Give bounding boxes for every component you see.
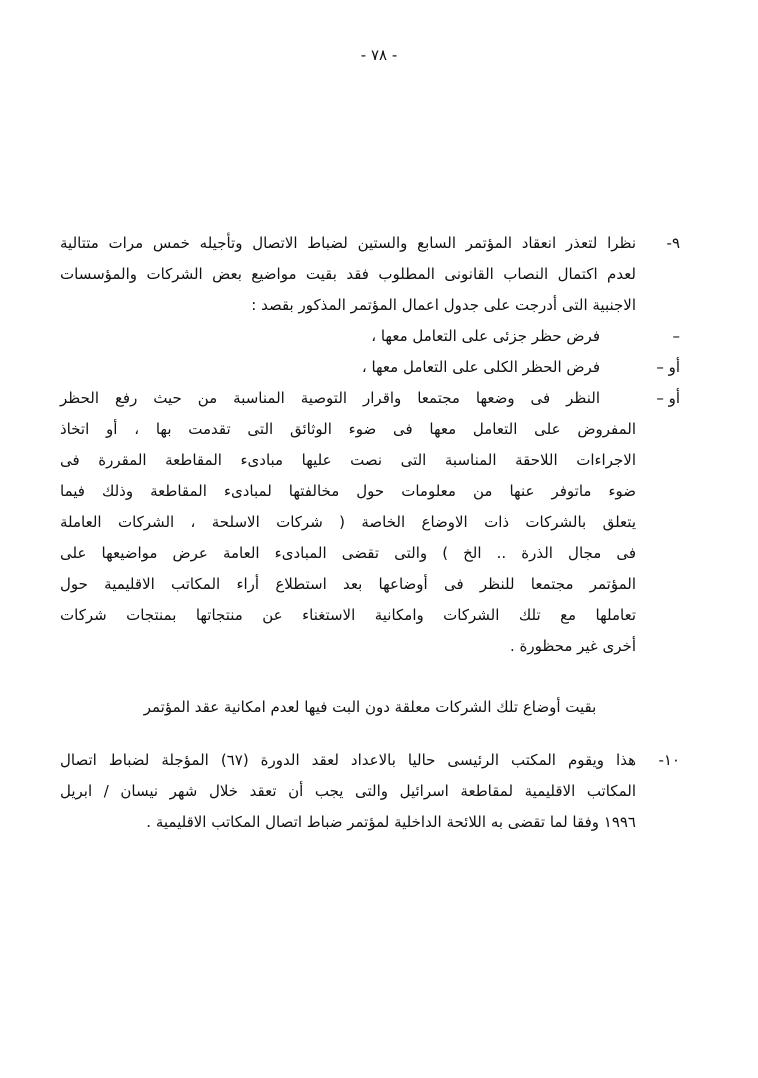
paragraph-line: فى مجال الذرة .. الخ ) والتى تقضى المبادىء العامة عرض مواضيعها على	[60, 544, 636, 562]
item-number: ٩-	[666, 234, 680, 252]
paragraph-line: ١٩٩٦ وفقا لما تقضى به اللائحة الداخلية لمؤتمر ضباط اتصال المكاتب الاقليمية .	[146, 813, 636, 831]
paragraph-line: ضوء ماتوفر عنها من معلومات حول مخالفتها لمبادىء المقاطعة وذلك فيما	[60, 482, 636, 500]
option-row	[60, 383, 680, 414]
paragraph-line: أخرى غير محظورة .	[509, 637, 636, 655]
paragraph-line: الاجنبية التى أدرجت على جدول اعمال المؤتمر المذكور بقصد :	[251, 296, 636, 314]
option-prefix: أو –	[656, 358, 680, 376]
item-10	[60, 745, 680, 838]
item-9	[60, 228, 680, 321]
paragraph-line: لعدم اكتمال النصاب القانونى المطلوب فقد بقيت مواضيع بعض الشركات والمؤسسات	[60, 265, 636, 283]
paragraph-line: المفروض على التعامل معها فى ضوء الوثائق التى تقدمت بها ، أو اتخاذ	[60, 420, 636, 438]
paragraph-line: الاجراءات اللاحقة المناسبة التى نصت عليها مبادىء المقاطعة المقررة فى	[60, 451, 636, 469]
summary-line: بقيت أوضاع تلك الشركات معلقة دون البت فيها لعدم امكانية عقد المؤتمر	[143, 698, 597, 716]
paragraph-line: يتعلق بالشركات ذات الاوضاع الخاصة ( شركات الاسلحة ، الشركات العاملة	[60, 513, 636, 531]
continuation-block	[60, 414, 680, 662]
option-text: فرض حظر جزئى على التعامل معها ،	[371, 327, 600, 345]
option-row	[60, 352, 680, 383]
paragraph-line: هذا ويقوم المكتب الرئيسى حاليا بالاعداد لعقد الدورة (٦٧) المؤجلة لضباط اتصال	[60, 751, 636, 769]
option-text: النظر فى وضعها مجتمعا واقرار التوصية المناسبة من حيث رفع الحظر	[60, 389, 600, 407]
paragraph-line: نظرا لتعذر انعقاد المؤتمر السابع والستين لضباط الاتصال وتأجيله خمس مرات متتالية	[60, 234, 636, 252]
option-prefix: –	[672, 327, 680, 345]
paragraph-line: المؤتمر مجتمعا للنظر فى أوضاعها بعد استطلاع أراء المكاتب الاقليمية حول	[60, 575, 636, 593]
item-number: ١٠-	[658, 751, 680, 769]
option-prefix: أو –	[656, 389, 680, 407]
page-number: - ٧٨ -	[360, 46, 398, 64]
paragraph-line: المكاتب الاقليمية لمقاطعة اسرائيل والتى يجب أن تعقد خلال شهر نيسان / ابريل	[60, 782, 636, 800]
option-row	[60, 321, 680, 352]
option-text: فرض الحظر الكلى على التعامل معها ،	[361, 358, 600, 376]
paragraph-line: تعاملها مع تلك الشركات وامكانية الاستغناء عن منتجاتها بمنتجات شركات	[60, 606, 636, 624]
